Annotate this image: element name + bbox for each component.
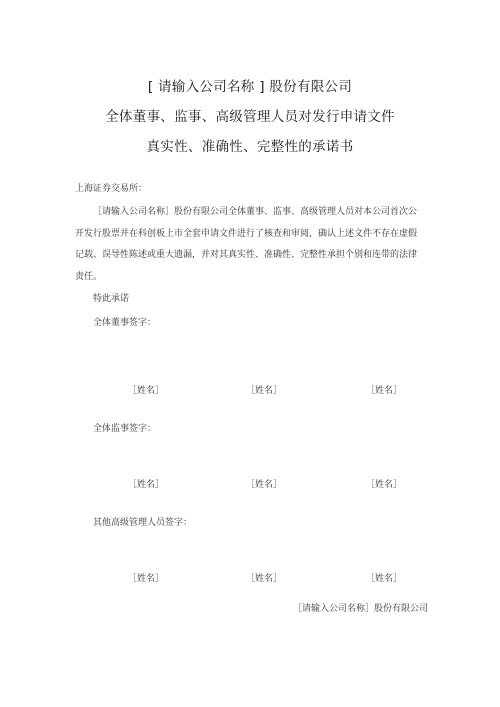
document-title-line-3: 真实性、准确性、完整性的承诺书 (146, 139, 354, 155)
paragraph-line: 责任。 (75, 271, 103, 282)
manager-name-placeholder: ［姓名］ (128, 574, 165, 584)
director-name-placeholder: ［姓名］ (246, 386, 283, 396)
director-name-placeholder: ［姓名］ (128, 386, 165, 396)
supervisor-name-placeholder: ［姓名］ (246, 480, 283, 490)
document-title-company: [ 请输入公司名称 ] 股份有限公司 (147, 79, 353, 95)
manager-name-placeholder: ［姓名］ (246, 574, 283, 584)
special-commitment-note: 特此承诺 (93, 294, 130, 304)
document-title-line-2: 全体董事、监事、高级管理人员对发行申请文件 (105, 109, 395, 125)
supervisors-name-row (0, 477, 500, 491)
footer-company-name: ［请输入公司名称］股份有限公司 (292, 604, 428, 614)
supervisors-signature-heading: 全体监事签字： (93, 424, 157, 434)
paragraph-line: 开发行股票并在科创板上市全套申请文件进行了核查和审阅，确认上述文件不存在虚假 (75, 228, 418, 239)
addressee: 上海证券交易所： (75, 184, 148, 194)
supervisor-name-placeholder: ［姓名］ (366, 480, 403, 490)
paragraph-line: 记载、误导性陈述或重大遗漏，并对其真实性、准确性、完整性承担个别和连带的法律 (75, 250, 418, 260)
directors-name-row (0, 383, 500, 397)
directors-signature-heading: 全体董事签字： (93, 318, 157, 328)
paragraph-line: ［请输入公司名称］股份有限公司全体董事、监事、高级管理人员对本公司首次公 (93, 207, 418, 217)
manager-name-placeholder: ［姓名］ (366, 574, 403, 584)
director-name-placeholder: ［姓名］ (366, 386, 403, 396)
senior-management-name-row (0, 571, 500, 585)
senior-management-signature-heading: 其他高级管理人员签字： (93, 518, 193, 528)
commitment-paragraph (75, 202, 430, 288)
supervisor-name-placeholder: ［姓名］ (128, 480, 165, 490)
